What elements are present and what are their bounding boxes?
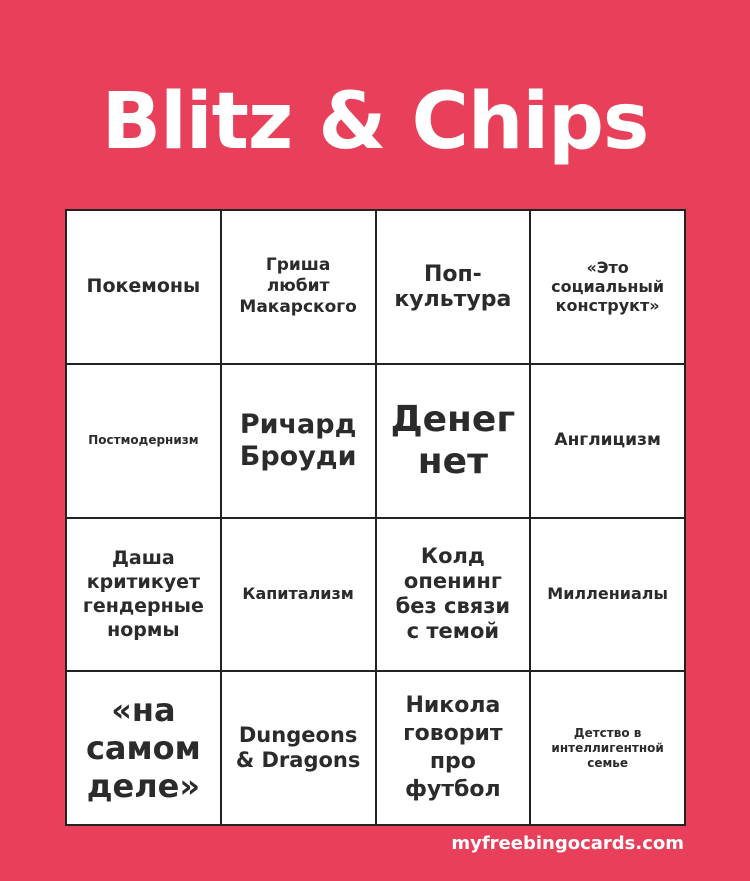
bingo-cell-text: Миллениалы xyxy=(547,584,668,604)
bingo-cell-text: Даша критикует гендерные нормы xyxy=(82,547,204,642)
bingo-cell[interactable] xyxy=(531,365,684,517)
bingo-cell[interactable] xyxy=(531,211,684,363)
bingo-cell-text: «на самом деле» xyxy=(85,691,201,806)
bingo-cell-text: Никола говорит про футбол xyxy=(403,693,503,803)
bingo-cell[interactable] xyxy=(377,211,530,363)
bingo-cell[interactable] xyxy=(377,672,530,824)
bingo-cell[interactable] xyxy=(377,519,530,671)
bingo-cell[interactable] xyxy=(377,365,530,517)
bingo-cell[interactable] xyxy=(67,519,220,671)
bingo-cell-text: Покемоны xyxy=(86,275,201,298)
bingo-cell[interactable] xyxy=(67,211,220,363)
bingo-cell[interactable] xyxy=(531,519,684,671)
bingo-cell-text: Dungeons & Dragons xyxy=(235,723,361,773)
bingo-cell-text: Детство в интеллигентной семье xyxy=(551,725,664,770)
bingo-cell-text: Англицизм xyxy=(554,430,661,451)
bingo-cell[interactable] xyxy=(531,672,684,824)
bingo-cell-text: Денег нет xyxy=(390,398,516,482)
bingo-cell-text: Ричард Броуди xyxy=(239,408,357,472)
bingo-cell[interactable] xyxy=(222,211,375,363)
bingo-cell-text: Гриша любит Макарского xyxy=(239,255,357,318)
bingo-cell-text: Капитализм xyxy=(242,584,354,604)
bingo-cell[interactable] xyxy=(222,672,375,824)
bingo-cell[interactable] xyxy=(222,519,375,671)
bingo-cell[interactable] xyxy=(67,672,220,824)
bingo-cell-text: «Это социальный конструкт» xyxy=(551,258,665,316)
footer-link[interactable]: myfreebingocards.com xyxy=(451,833,684,854)
bingo-cell-text: Постмодернизм xyxy=(88,433,199,448)
bingo-grid xyxy=(65,209,686,826)
bingo-cell[interactable] xyxy=(222,365,375,517)
bingo-cell[interactable] xyxy=(67,365,220,517)
bingo-title: Blitz & Chips xyxy=(101,77,649,167)
bingo-cell-text: Колд опенинг без связи с темой xyxy=(395,544,511,644)
bingo-cell-text: Поп-культура xyxy=(394,261,512,312)
